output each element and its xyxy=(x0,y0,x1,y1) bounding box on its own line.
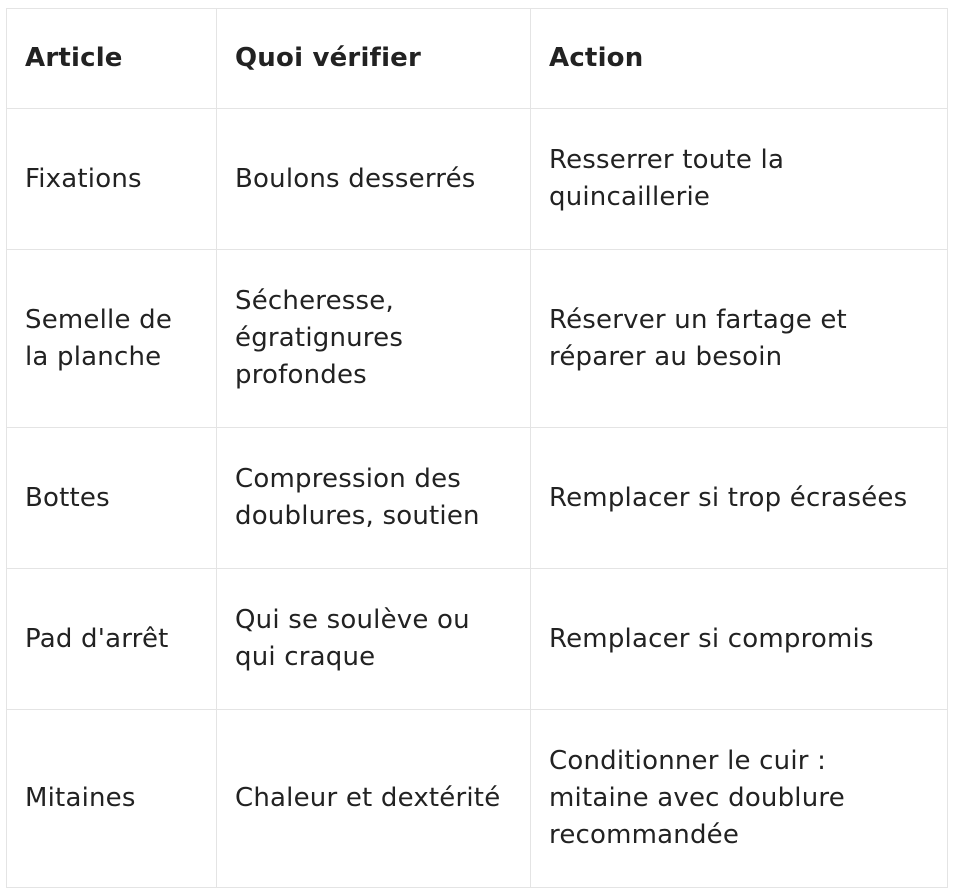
header-article: Article xyxy=(7,9,217,109)
table-row xyxy=(7,250,948,428)
cell-action: Réserver un fartage et réparer au besoin xyxy=(531,250,948,428)
table-row xyxy=(7,569,948,710)
cell-action: Resserrer toute la quincaillerie xyxy=(531,109,948,250)
cell-article: Mitaines xyxy=(7,710,217,888)
cell-quoi-verifier: Boulons desserrés xyxy=(217,109,531,250)
cell-action: Conditionner le cuir : mitaine avec doublure recommandée xyxy=(531,710,948,888)
header-action: Action xyxy=(531,9,948,109)
checklist-table-container xyxy=(6,8,948,888)
cell-article: Semelle de la planche xyxy=(7,250,217,428)
table-row xyxy=(7,710,948,888)
cell-article: Fixations xyxy=(7,109,217,250)
table-header-row xyxy=(7,9,948,109)
cell-quoi-verifier: Compression des doublures, soutien xyxy=(217,428,531,569)
cell-quoi-verifier: Qui se soulève ou qui craque xyxy=(217,569,531,710)
table-row xyxy=(7,428,948,569)
table-row xyxy=(7,109,948,250)
cell-action: Remplacer si compromis xyxy=(531,569,948,710)
cell-article: Bottes xyxy=(7,428,217,569)
checklist-table xyxy=(6,8,948,888)
cell-quoi-verifier: Sécheresse, égratignures profondes xyxy=(217,250,531,428)
cell-action: Remplacer si trop écrasées xyxy=(531,428,948,569)
header-quoi-verifier: Quoi vérifier xyxy=(217,9,531,109)
cell-quoi-verifier: Chaleur et dextérité xyxy=(217,710,531,888)
cell-article: Pad d'arrêt xyxy=(7,569,217,710)
